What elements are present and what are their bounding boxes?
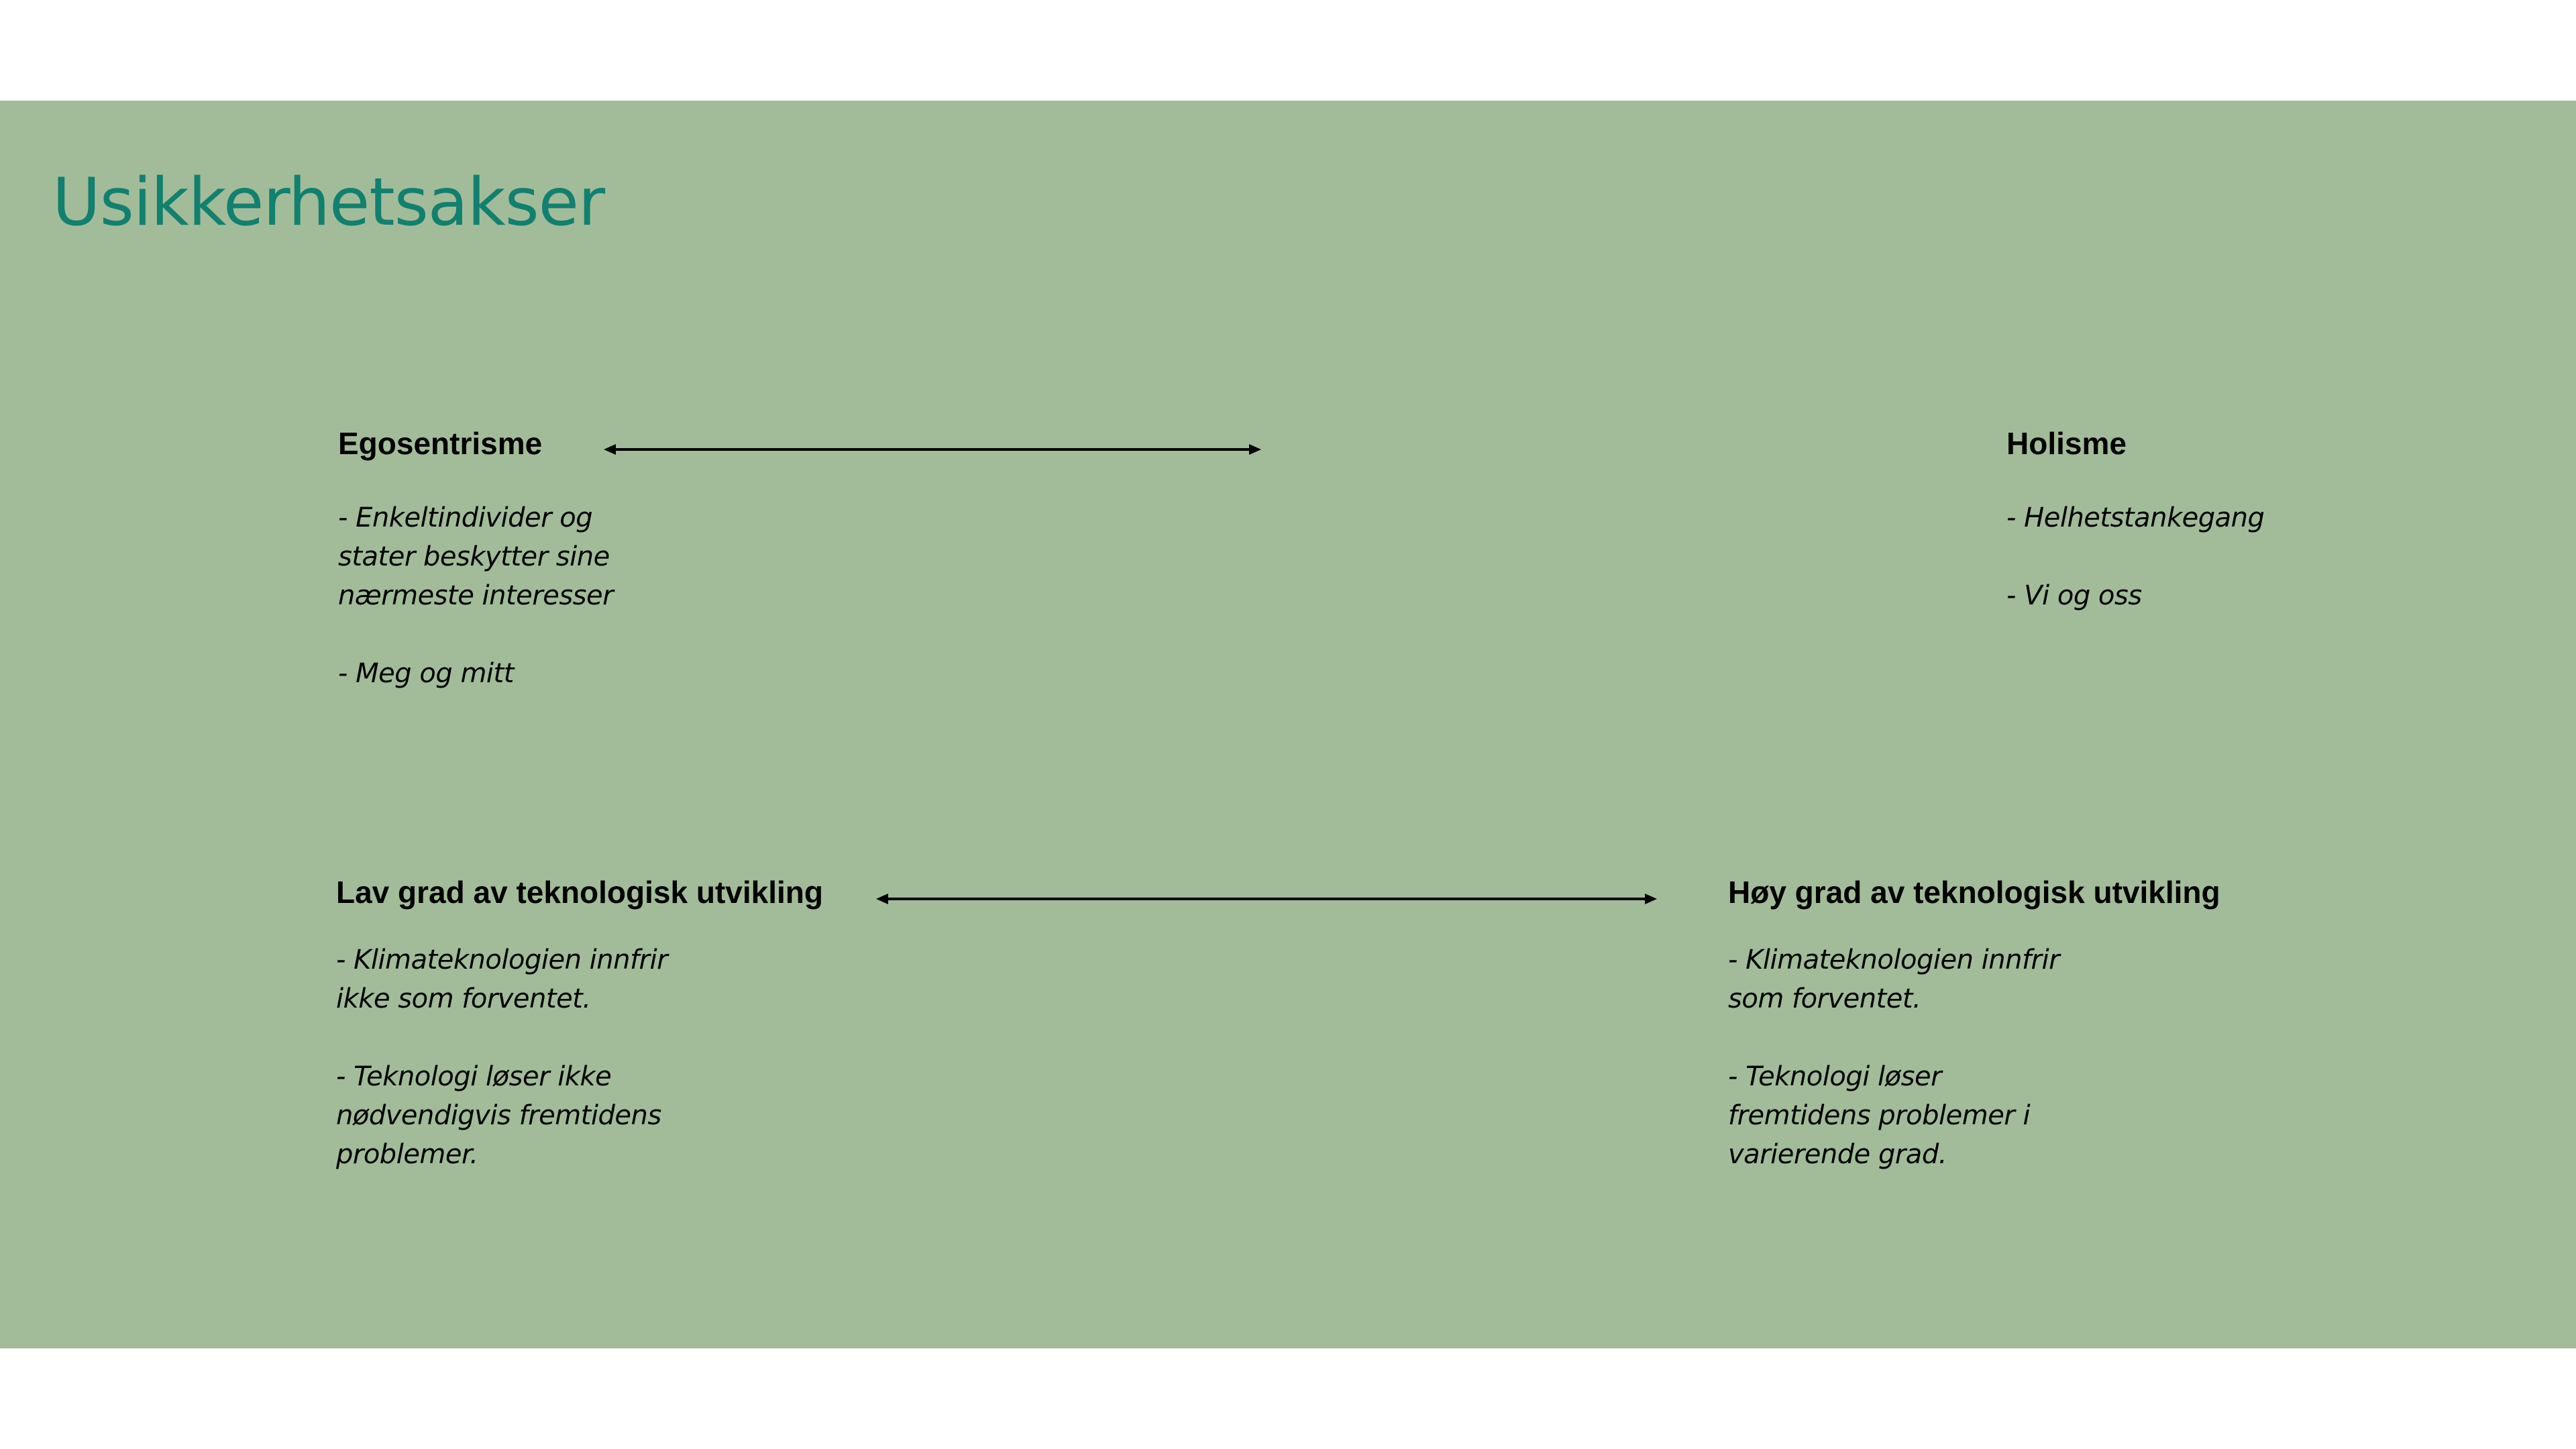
axis-2-left-item-1: - Klimateknologien innfrir ikke som forventet.	[336, 945, 668, 1015]
axis-2-left-list	[336, 941, 823, 1174]
axis-2-right-list	[1728, 941, 2220, 1174]
axis-1-left-item-2: - Meg og mitt	[338, 658, 514, 690]
axis-1-right-heading: Holisme	[2006, 426, 2127, 461]
axis-1-double-arrow	[604, 436, 1261, 463]
axis-2-right-item-2: - Teknologi løser fremtidens problemer i varierende grad.	[1728, 1061, 2031, 1171]
axis-2-double-arrow	[876, 885, 1657, 912]
slide-title: Usikkerhetsakser	[52, 164, 605, 241]
axis-1-left-heading: Egosentrisme	[338, 426, 543, 461]
axis-2-left-heading: Lav grad av teknologisk utvikling	[336, 875, 823, 910]
axis-1-right-item-1: - Helhetstankegang	[2006, 502, 2265, 534]
axis-2-left-item-2: - Teknologi løser ikke nødvendigvis fremtidens problemer.	[336, 1061, 661, 1171]
axis-1-right-pole	[2006, 425, 2264, 615]
axis-1-left-list	[338, 498, 613, 693]
axis-1-right-list	[2006, 498, 2264, 615]
axis-2-right-item-1: - Klimateknologien innfrir som forventet.	[1728, 945, 2060, 1015]
axis-1-left-item-1: - Enkeltindivider og stater beskytter sine nærmeste interesser	[338, 502, 614, 612]
axis-2-right-pole	[1728, 874, 2220, 1174]
axis-2-left-pole	[336, 874, 823, 1174]
axis-1-left-pole	[338, 425, 613, 693]
axis-2-right-heading: Høy grad av teknologisk utvikling	[1728, 875, 2220, 910]
slide	[0, 101, 2576, 1348]
axis-1-right-item-2: - Vi og oss	[2006, 580, 2142, 612]
